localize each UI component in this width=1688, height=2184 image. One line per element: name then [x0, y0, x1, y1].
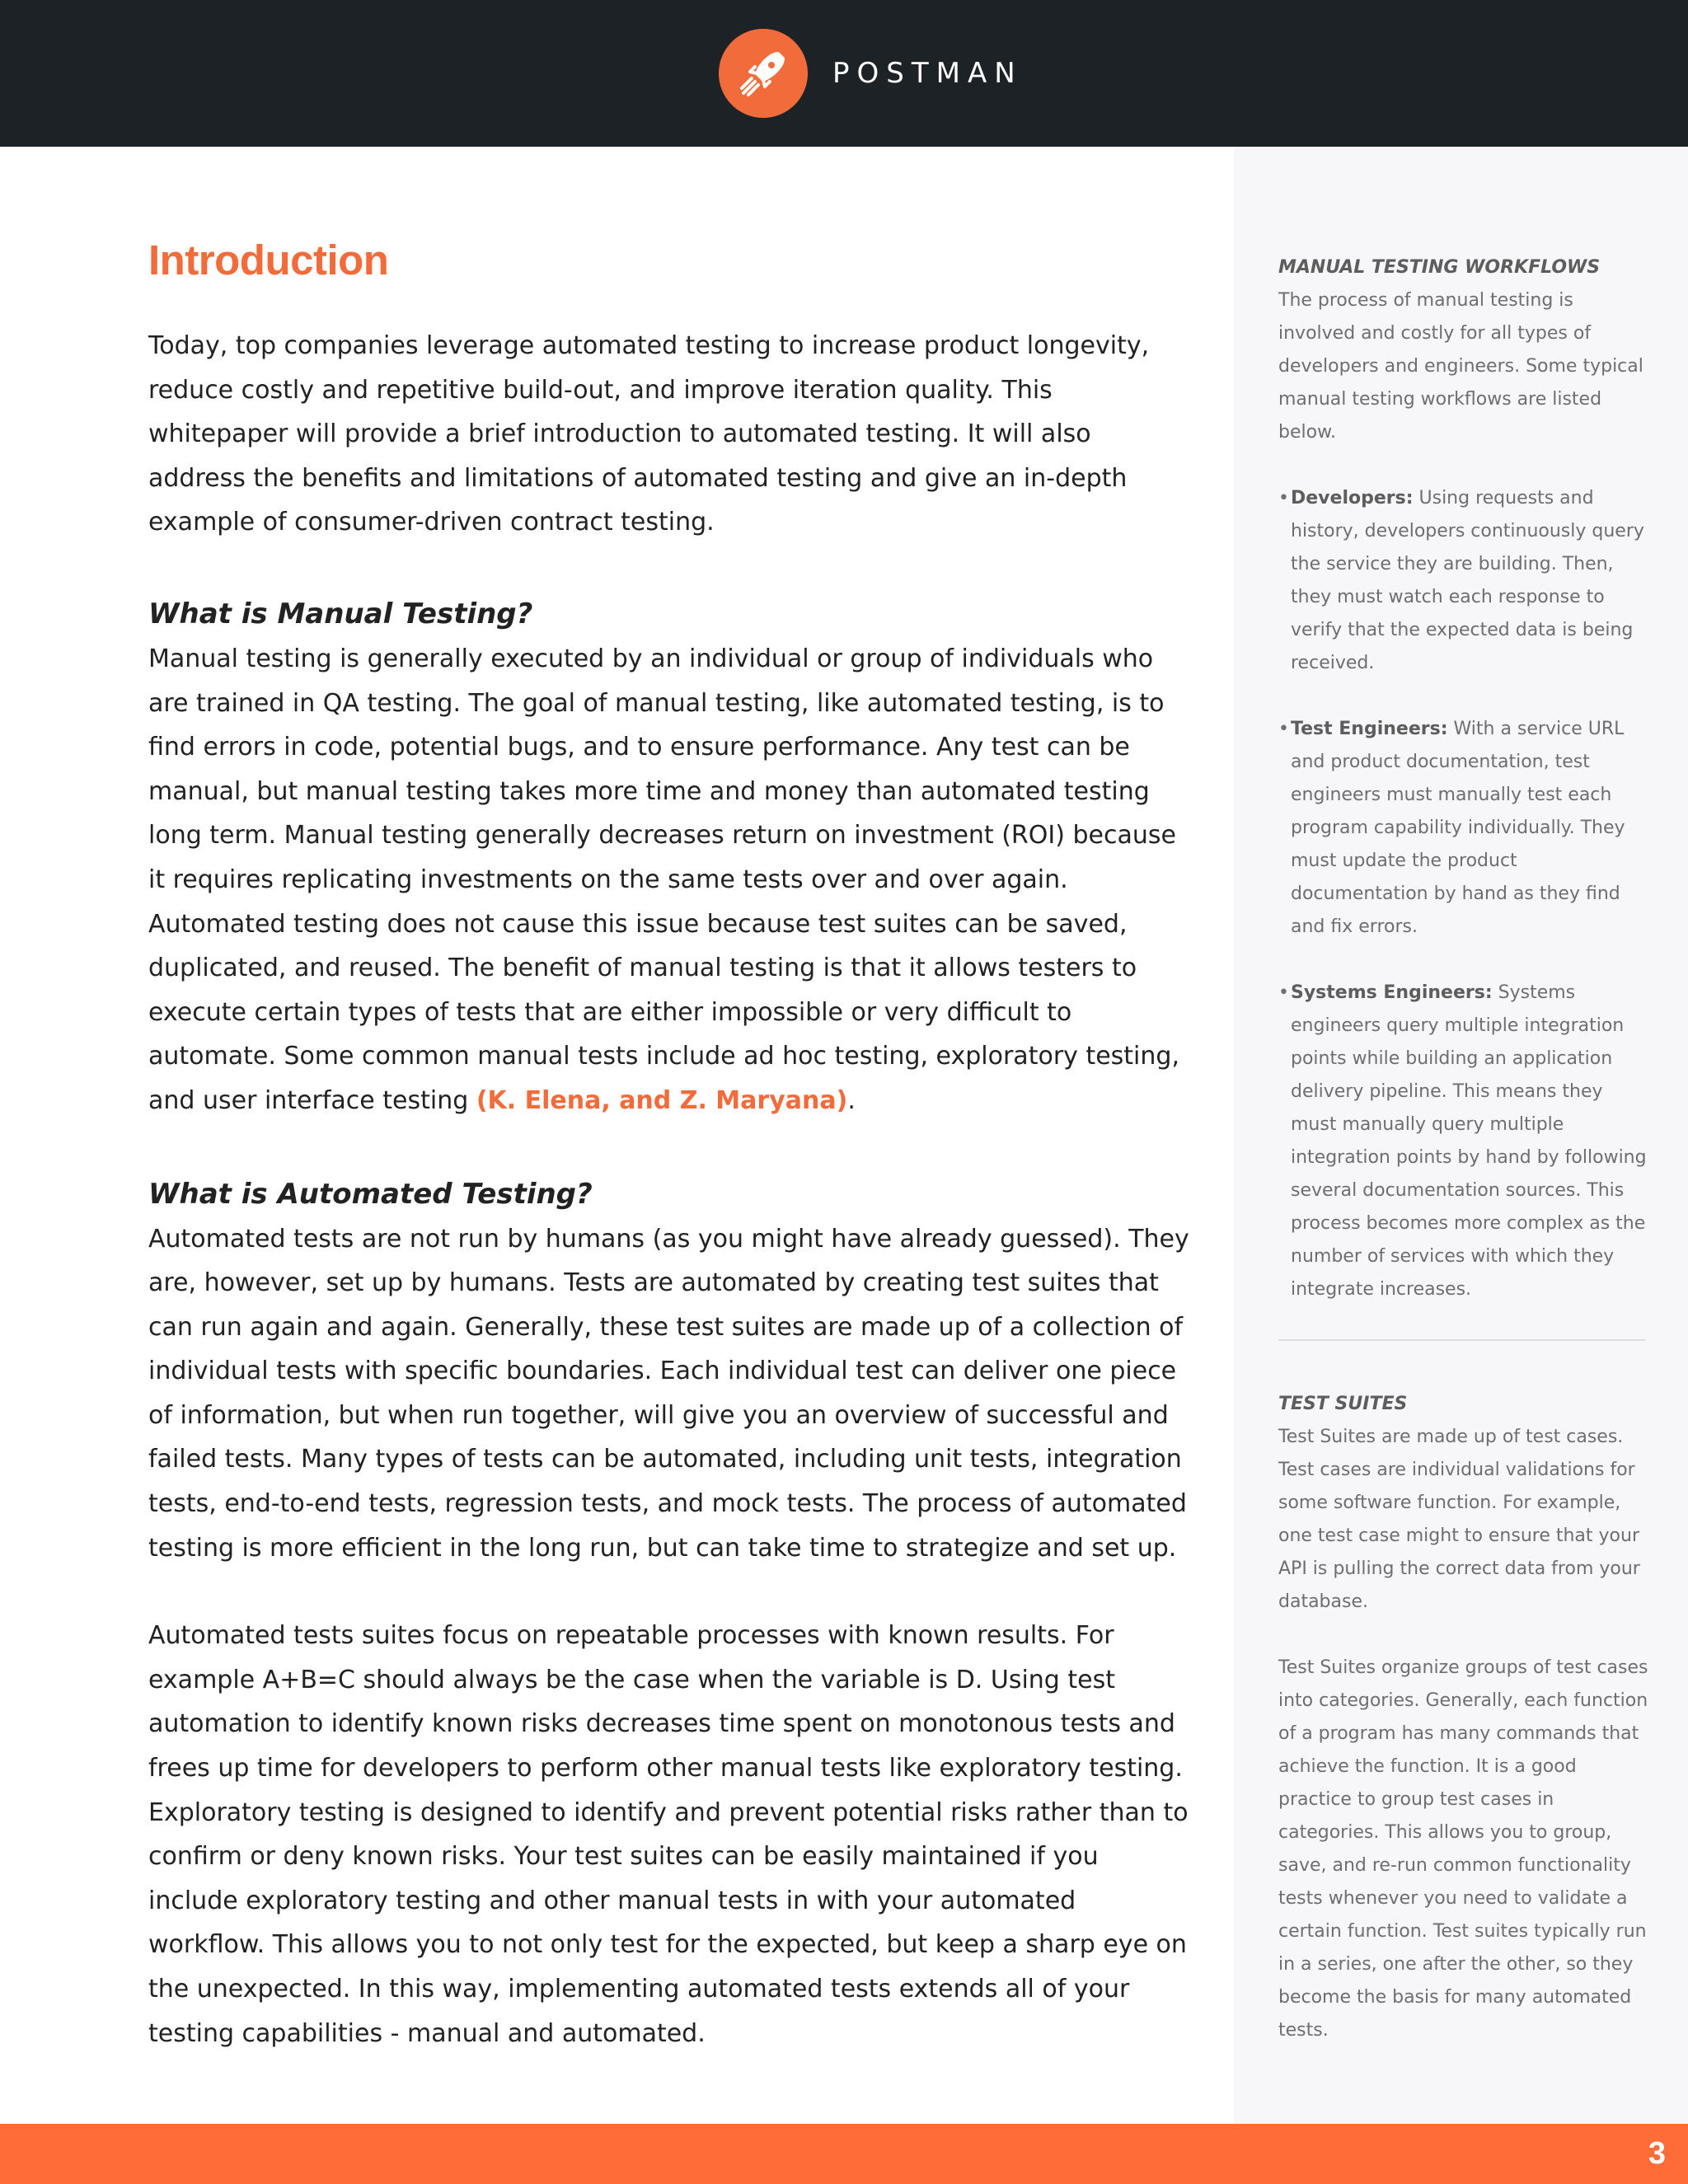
automated-testing-paragraph-1: Automated tests are not run by humans (as you might have already guessed). They are, however, set up by humans. Tests are automated by creating test suites that can run again and again. Generally, these test suites are made up of a collection of individual tests with specific boundaries. Each individual test can deliver one piece of information, but when run together, will give you an overview of successful and failed tests. Many types of tests can be automated, including unit tests, integration tests, end-to-end tests, regression tests, and mock tests. The process of automated testing is more efficient in the long run, but can take time to strategize and set up.: [148, 1224, 1189, 1563]
manual-workflows-heading: MANUAL TESTING WORKFLOWS: [1278, 257, 1601, 278]
sidebar-content: [1278, 251, 1651, 2047]
list-item: [1278, 713, 1651, 944]
list-item: [1278, 482, 1651, 680]
test-suites-paragraph-2: Test Suites organize groups of test cases into categories. Generally, each function of a program has many commands that achieve the function. It is a good practice to group test cases in categories. This allows you to group, save, and re-run common functionality tests whenever you need to validate a certain function. Test suites typically run in a series, one after the other, so they become the basis for many automated tests.: [1278, 1657, 1648, 2041]
manual-testing-text: Manual testing is generally executed by an individual or group of individuals who are trained in QA testing. The goal of manual testing, like automated testing, is to find errors in code, potential bugs, and to ensure performance. Any test can be manual, but manual testing takes more time and money than automated testing long term. Manual testing generally decreases return on investment (ROI) because it requires replicating investments on the same tests over and over again. Automated testing does not cause this issue because test suites can be saved, duplicated, and reused. The benefit of manual testing is that it allows testers to execute certain types of tests that are either impossible or very difficult to automate. Some common manual tests include ad hoc testing, exploratory testing, and user interface testing: [148, 644, 1179, 1115]
workflow-label: Systems Engineers:: [1291, 982, 1493, 1003]
main-content: [148, 235, 1195, 2055]
page-title: Introduction: [148, 237, 389, 284]
intro-paragraph: Today, top companies leverage automated testing to increase product longevity, reduce costly and repetitive build-out, and improve iteration quality. This whitepaper will provide a brief introduction to automated testing. It will also address the benefits and limitations of automated testing and give an in-depth example of consumer-driven contract testing.: [148, 331, 1150, 537]
workflow-text: Using requests and history, developers continuously query the service they are building. Then, they must watch each response to verify that the expected data is being received.: [1291, 488, 1644, 673]
manual-testing-end: .: [847, 1085, 856, 1115]
bullet-icon: •: [1278, 488, 1289, 509]
workflow-label: Developers:: [1291, 488, 1414, 509]
automated-testing-heading: What is Automated Testing?: [148, 1177, 593, 1211]
sidebar-divider: [1278, 1339, 1645, 1341]
automated-testing-paragraph-2: Automated tests suites focus on repeatable processes with known results. For example A+B=C should always be the case when the variable is D. Using test automation to identify known risks decreases time spent on monotonous tests and frees up time for developers to perform other manual tests like exploratory testing. Exploratory testing is designed to identify and prevent potential risks rather than to confirm or deny known risks. Your test suites can be easily maintained if you include exploratory testing and other manual tests in with your automated workflow. This allows you to not only test for the expected, but keep a sharp eye on the unexpected. In this way, implementing automated tests extends all of your testing capabilities - manual and automated.: [148, 1621, 1189, 2048]
workflow-text: With a service URL and product documentation, test engineers must manually test each program capability individually. They must update the product documentation by hand as they find and fix errors.: [1291, 719, 1625, 937]
workflow-list: [1278, 482, 1651, 1306]
test-suites-section: [1278, 1388, 1651, 2047]
page-number: 3: [1648, 2136, 1666, 2171]
bullet-icon: •: [1278, 719, 1289, 739]
manual-workflows-section: [1278, 251, 1651, 1306]
list-item: [1278, 977, 1651, 1306]
page-header: [0, 0, 1688, 147]
workflow-text: Systems engineers query multiple integration points while building an application delivery pipeline. This means they must manually query multiple integration points by hand by following several documentation sources. This process becomes more complex as the number of services with which they integrate increases.: [1291, 982, 1647, 1300]
bullet-icon: •: [1278, 982, 1289, 1003]
postman-rocket-icon: [719, 29, 808, 118]
manual-testing-heading: What is Manual Testing?: [148, 597, 533, 630]
brand-name: POSTMAN: [832, 57, 1023, 90]
test-suites-heading: TEST SUITES: [1278, 1394, 1408, 1414]
test-suites-paragraph-1: Test Suites are made up of test cases. Test cases are individual validations for some software function. For example, one test case might to ensure that your API is pulling the correct data from your database.: [1278, 1427, 1640, 1612]
manual-testing-paragraph: [148, 637, 1195, 1123]
manual-workflows-intro: The process of manual testing is involved and costly for all types of developers and engineers. Some typical manual testing workflows are listed below.: [1278, 290, 1643, 443]
citation: (K. Elena, and Z. Maryana): [476, 1085, 848, 1115]
page-footer: [0, 2124, 1688, 2184]
brand-logo: [719, 29, 1023, 118]
workflow-label: Test Engineers:: [1291, 719, 1448, 739]
